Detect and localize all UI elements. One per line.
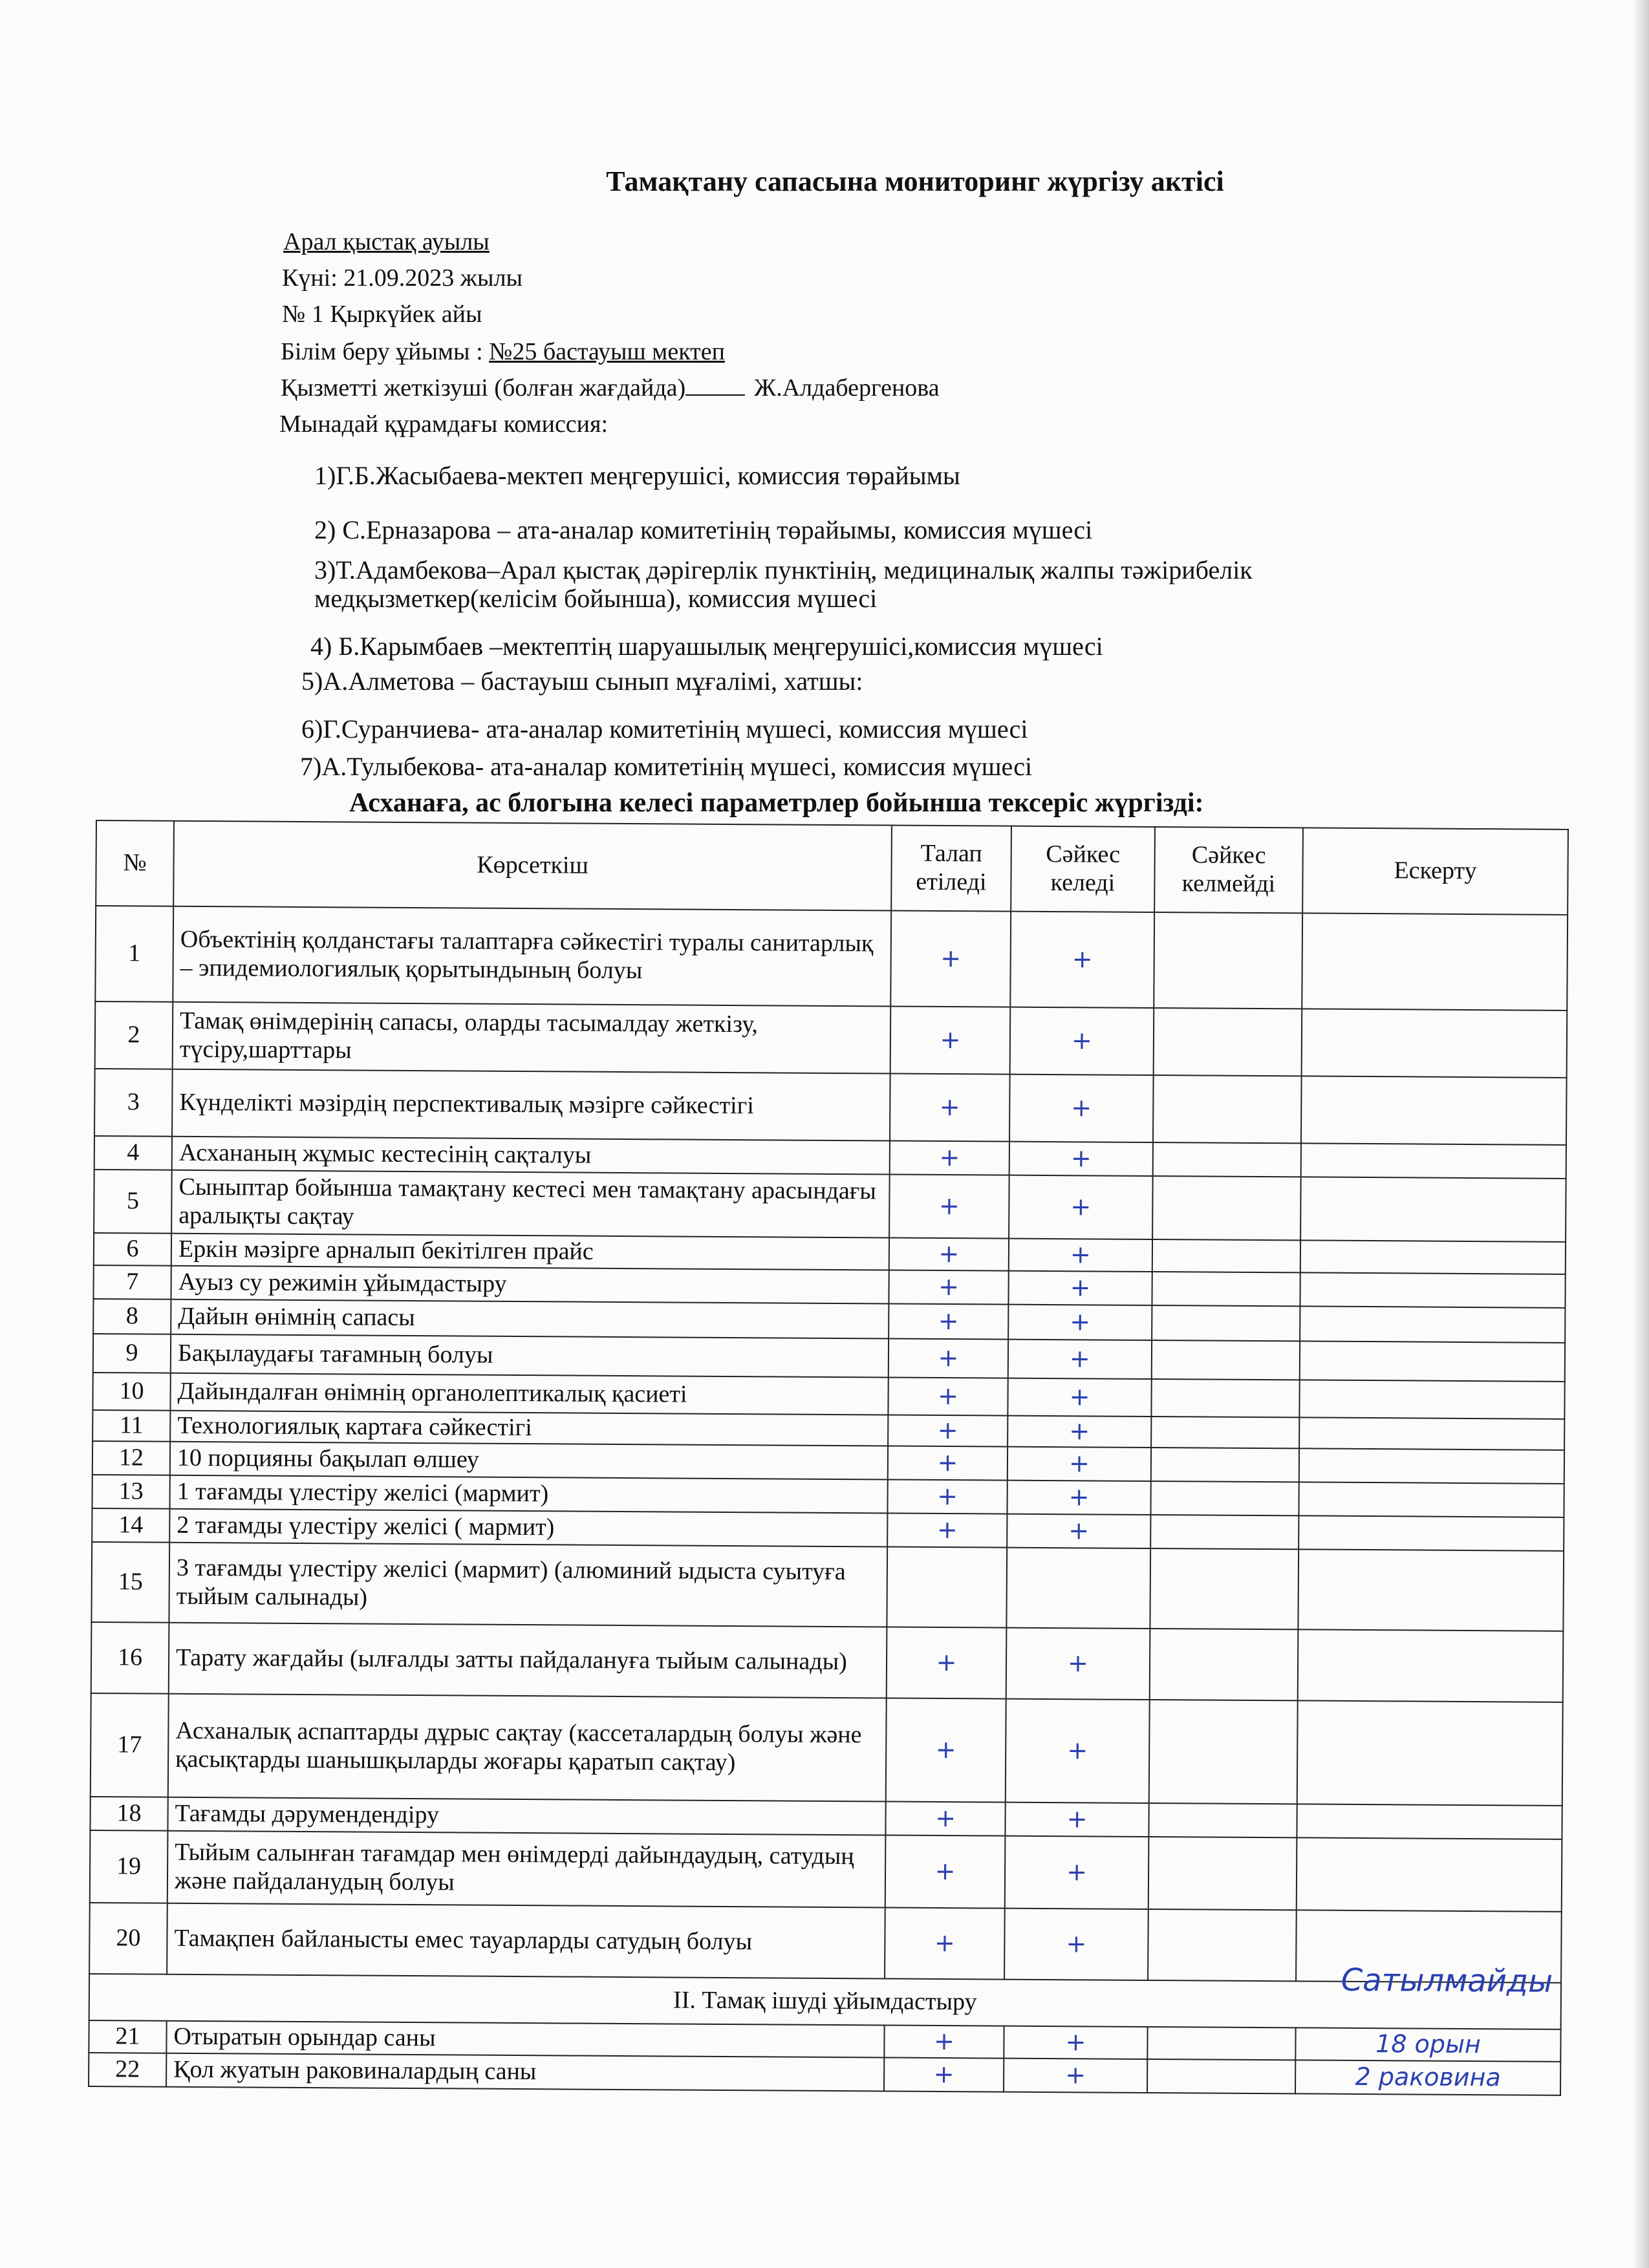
row-indicator: 1 тағамды үлестіру желісі (мармит) — [169, 1475, 887, 1514]
noncompliant-mark — [1147, 2027, 1295, 2060]
monitoring-table — [88, 820, 1569, 2096]
row-indicator: 10 порцияны бақылап өлшеу — [170, 1442, 888, 1480]
month-line: № 1 Қыркүйек айы — [282, 301, 482, 328]
org-line — [281, 337, 725, 366]
compliant-mark: + — [1004, 2026, 1147, 2059]
table-row — [91, 1542, 1564, 1631]
table-row — [94, 1170, 1566, 1242]
required-mark: + — [890, 1007, 1011, 1075]
compliant-mark: + — [1008, 1340, 1152, 1379]
row-indicator: Еркін мәзірге арналып бекітілген прайс — [171, 1234, 889, 1270]
noncompliant-mark — [1151, 1417, 1299, 1448]
section-row — [89, 1974, 1561, 2029]
compliant-mark: + — [1004, 2059, 1147, 2093]
row-note — [1297, 1837, 1562, 1912]
row-number: 18 — [90, 1797, 167, 1831]
table-row — [91, 1622, 1564, 1702]
row-number: 6 — [94, 1233, 171, 1266]
date-line: Күні: 21.09.2023 жылы — [282, 264, 523, 292]
required-mark: + — [884, 2057, 1004, 2091]
noncompliant-mark — [1150, 1548, 1299, 1629]
required-mark: + — [887, 1627, 1007, 1698]
supplier-label: Қызметті жеткізуші (болған жағдайда) — [281, 374, 686, 401]
required-mark: + — [888, 1378, 1008, 1416]
compliant-mark: + — [1007, 1514, 1150, 1548]
row-number: 2 — [95, 1001, 173, 1069]
noncompliant-mark — [1152, 1176, 1301, 1240]
table-row — [95, 1001, 1568, 1078]
commission-member: 5)А.Алметова – бастауыш сынып мұғалімі, хатшы: — [301, 667, 863, 696]
required-mark: + — [887, 1480, 1007, 1514]
compliant-mark: + — [1009, 1142, 1153, 1176]
document-title: Тамақтану сапасына мониторинг жүргізу актісі — [606, 166, 1224, 197]
compliant-mark — [1006, 1548, 1150, 1629]
supplier-value: Ж.Алдабергенова — [754, 374, 940, 401]
row-note — [1301, 1143, 1566, 1179]
col-header-compliant: Сәйкес келеді — [1011, 826, 1155, 912]
required-mark: + — [888, 1415, 1008, 1447]
section-title-cell — [89, 1962, 1561, 2029]
compliant-mark: + — [1008, 1305, 1152, 1340]
supplier-blank-underline — [685, 375, 745, 396]
row-number: 5 — [94, 1170, 172, 1234]
compliant-mark: + — [1009, 1239, 1152, 1272]
table-row — [95, 906, 1568, 1011]
row-note — [1300, 1272, 1565, 1308]
row-number: 14 — [92, 1508, 169, 1543]
row-number: 11 — [92, 1410, 170, 1442]
commission-member: 2) С.Ерназарова – ата-аналар комитетінің төрайымы, комиссия мүшесі — [314, 515, 1093, 544]
compliant-mark: + — [1006, 1628, 1150, 1700]
row-number: 19 — [90, 1830, 168, 1903]
row-indicator: Объектінің қолданстағы талаптарға сәйкестігі туралы санитарлық – эпидемиологиялық қорытындының болуы — [173, 906, 891, 1007]
compliant-mark: + — [1008, 1378, 1151, 1417]
row-number: 21 — [89, 2020, 166, 2053]
row-number: 15 — [91, 1542, 169, 1623]
row-number: 8 — [93, 1299, 171, 1334]
row-note — [1300, 1306, 1565, 1343]
row-indicator: Күнделікті мәзірдің перспективалық мәзірге сәйкестігі — [172, 1069, 890, 1141]
row-indicator: Тамақпен байланысты емес тауарларды сатудың болуы — [167, 1903, 885, 1979]
table-row — [90, 1830, 1562, 1912]
row-note — [1302, 1009, 1568, 1078]
compliant-mark: + — [1005, 1836, 1149, 1909]
row-note — [1302, 913, 1568, 1011]
row-indicator: Дайын өнімнің сапасы — [171, 1300, 889, 1339]
noncompliant-mark — [1148, 1837, 1297, 1910]
row-number: 9 — [93, 1334, 171, 1373]
required-mark — [887, 1546, 1007, 1627]
noncompliant-mark — [1152, 1272, 1300, 1306]
row-number: 1 — [95, 906, 173, 1002]
row-note — [1299, 1515, 1564, 1551]
compliant-mark: + — [1008, 1271, 1152, 1305]
compliant-mark: + — [1009, 1075, 1154, 1142]
row-note — [1297, 1804, 1562, 1839]
noncompliant-mark — [1153, 1142, 1301, 1177]
row-number: 20 — [89, 1903, 167, 1974]
required-mark: + — [889, 1175, 1009, 1239]
noncompliant-mark — [1150, 1515, 1299, 1549]
compliant-mark: + — [1009, 1175, 1153, 1239]
commission-member: 1)Г.Б.Жасыбаева-мектеп меңгерушісі, комиссия төрайымы — [314, 461, 960, 490]
row-indicator: Сыныптар бойынша тамақтану кестесі мен тамақтану арасындағы аралықты сақтау — [171, 1170, 890, 1238]
noncompliant-mark — [1152, 1305, 1300, 1341]
required-mark: + — [885, 1835, 1006, 1908]
col-header-noncompliant: Сәйкес келмейді — [1154, 827, 1303, 913]
noncompliant-mark — [1151, 1448, 1299, 1482]
required-mark: + — [888, 1446, 1008, 1481]
row-note — [1299, 1380, 1564, 1419]
row-indicator: Отыратын орындар саны — [166, 2021, 884, 2058]
compliant-mark: + — [1004, 1909, 1148, 1980]
row-indicator: Тыйым салынған тағамдар мен өнімдерді дайындаудың, сатудың және пайдаланудың болуы — [167, 1831, 886, 1908]
row-number: 3 — [94, 1069, 173, 1137]
noncompliant-mark — [1148, 1803, 1297, 1837]
noncompliant-mark — [1152, 1340, 1300, 1380]
noncompliant-mark — [1154, 912, 1302, 1009]
compliant-mark: + — [1010, 1007, 1154, 1075]
noncompliant-mark — [1154, 1008, 1302, 1076]
row-note — [1298, 1549, 1564, 1631]
handwritten-note: Сатылмайды — [1341, 1962, 1553, 2000]
org-value: №25 бастауыш мектеп — [489, 338, 725, 365]
noncompliant-mark — [1151, 1379, 1299, 1417]
required-mark: + — [887, 1513, 1007, 1547]
row-indicator: Технологиялық картаға сәйкестігі — [170, 1411, 888, 1446]
row-number: 17 — [91, 1693, 169, 1797]
table-row — [94, 1069, 1567, 1145]
location-line: Арал қыстақ ауылы — [283, 228, 490, 255]
required-mark: + — [889, 1339, 1008, 1378]
noncompliant-mark — [1148, 1909, 1297, 1981]
section-title: ІІ. Тамақ ішуді ұйымдастыру — [673, 1986, 977, 2016]
compliant-mark: + — [1006, 1699, 1150, 1803]
table-row — [91, 1693, 1563, 1806]
required-mark: + — [885, 1801, 1005, 1835]
scan-edge-shadow — [1632, 0, 1649, 2268]
row-number: 10 — [92, 1373, 170, 1411]
row-note — [1300, 1341, 1565, 1382]
compliant-mark: + — [1008, 1447, 1151, 1481]
col-header-num: № — [96, 820, 174, 906]
col-header-indicator: Көрсеткіш — [173, 821, 892, 911]
required-mark: + — [890, 1074, 1010, 1142]
row-note — [1300, 1240, 1566, 1274]
compliant-mark: + — [1010, 912, 1154, 1008]
noncompliant-mark — [1152, 1239, 1300, 1272]
commission-member: медқызметкер(келісім бойынша), комиссия мүшесі — [314, 584, 878, 613]
required-mark: + — [885, 1907, 1005, 1979]
compliant-mark: + — [1005, 1803, 1148, 1837]
org-label: Білім беру ұйымы : — [281, 338, 490, 365]
required-mark: + — [889, 1238, 1009, 1271]
row-note: 18 орын — [1295, 2027, 1560, 2062]
required-mark: + — [886, 1698, 1006, 1802]
row-number: 16 — [91, 1622, 169, 1694]
row-note — [1301, 1076, 1567, 1145]
row-note — [1299, 1482, 1564, 1517]
row-note — [1299, 1448, 1564, 1484]
noncompliant-mark — [1150, 1629, 1299, 1700]
row-note — [1297, 1700, 1563, 1806]
row-note — [1299, 1417, 1564, 1450]
row-number: 4 — [94, 1136, 172, 1170]
col-header-required: Талап етіледі — [891, 826, 1011, 912]
row-indicator: Асханалық аспаптарды дұрыс сақтау (кассеталардың болуы және қасықтарды шанышқыларды жоғары қаратып сақтау) — [168, 1694, 887, 1802]
row-note: 2 раковина — [1295, 2060, 1560, 2095]
required-mark: + — [889, 1270, 1008, 1305]
row-indicator: Тағамды дәрумендендіру — [167, 1797, 885, 1835]
row-indicator: Асхананың жұмыс кестесінің сақталуы — [172, 1137, 890, 1175]
row-indicator: Қол жуатын раковиналардың саны — [166, 2053, 884, 2091]
compliant-mark: + — [1007, 1481, 1150, 1515]
row-number: 7 — [93, 1265, 171, 1300]
row-indicator: Тарату жағдайы (ылғалды затты пайдалануға тыйым салынады) — [169, 1623, 887, 1698]
commission-member: 7)А.Тулыбекова- ата-аналар комитетінің мүшесі, комиссия мүшесі — [300, 752, 1033, 781]
row-note — [1298, 1629, 1564, 1702]
noncompliant-mark — [1153, 1075, 1302, 1143]
row-indicator: Ауыз су режимін ұйымдастыру — [171, 1266, 889, 1304]
row-number: 12 — [92, 1441, 170, 1475]
required-mark: + — [890, 911, 1011, 1007]
row-indicator: Дайындалған өнімнің органолептикалық қасиеті — [170, 1373, 888, 1415]
row-indicator: Бақылаудағы тағамның болуы — [171, 1334, 889, 1378]
commission-member: 4) Б.Карымбаев –мектептің шаруашылық меңгерушісі,комиссия мүшесі — [310, 632, 1103, 661]
compliant-mark: + — [1008, 1416, 1151, 1448]
noncompliant-mark — [1150, 1481, 1299, 1515]
row-indicator: Тамақ өнімдерінің сапасы, оларды тасымалдау жеткізу, түсіру,шарттары — [173, 1002, 891, 1074]
row-note — [1300, 1177, 1566, 1242]
row-indicator: 3 тағамды үлестіру желісі (мармит) (алюминий ыдыста суытуға тыйым салынады) — [169, 1543, 887, 1627]
row-indicator: 2 тағамды үлестіру желісі ( мармит) — [169, 1509, 887, 1547]
col-header-note: Ескерту — [1302, 828, 1568, 915]
required-mark: + — [890, 1141, 1009, 1175]
commission-member: 3)Т.Адамбекова–Арал қыстақ дәрігерлік пунктінің, медициналық жалпы тәжірибелік — [314, 555, 1253, 584]
required-mark: + — [884, 2025, 1004, 2058]
supplier-line — [281, 374, 940, 402]
noncompliant-mark — [1149, 1700, 1298, 1804]
commission-member: 6)Г.Суранчиева- ата-аналар комитетінің мүшесі, комиссия мүшесі — [301, 714, 1028, 744]
row-number: 22 — [89, 2053, 166, 2087]
noncompliant-mark — [1147, 2059, 1295, 2093]
required-mark: + — [889, 1304, 1008, 1340]
table-title: Асханаға, ас блогына келесі параметрлер бойынша тексеріс жүргізді: — [349, 788, 1204, 818]
commission-intro: Мынадай құрамдағы комиссия: — [279, 411, 609, 438]
row-number: 13 — [92, 1475, 169, 1509]
